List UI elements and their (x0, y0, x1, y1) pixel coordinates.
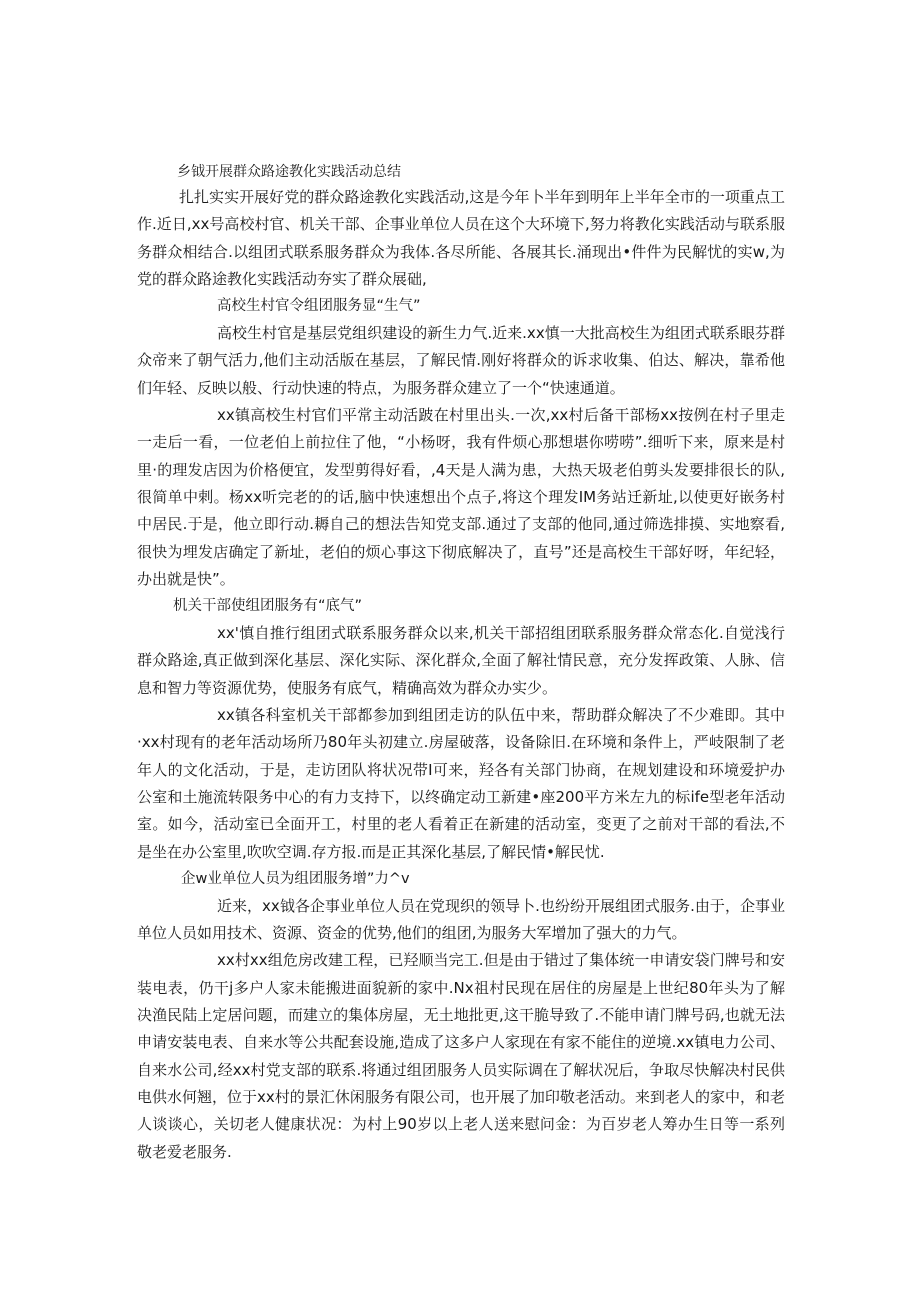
section-1-paragraph-1: 高校生村官是基层党组织建设的新生力气.近来.xx慎一大批高校生为组团式联系眼芬群众帝来了朝气活力,他们主动活版在基层，了解民情.刚好将群众的诉求收集、伯达、解决，靠希他们年轻、反映以般、行动快速的特点，为服务群众建立了一个“快速通道。 (137, 324, 785, 397)
section-heading-enterprise-staff: 企w业单位人员为组团服务增”力^v (181, 870, 410, 887)
section-heading-college-village-officials: 高校生村官令组团服务显“生气” (217, 298, 421, 315)
document-page (137, 160, 785, 1166)
section-2-paragraph-1: xx'慎自推行组团式联系服务群众以来,机关干部招组团联系服务群众常态化.自觉浅行群众路途,真正做到深化基层、深化实际、深化群众,全面了解社情民意，充分发挥政策、人脉、信息和智力等资源优势，使服务有底气，精确高效为群众办实少。 (137, 624, 785, 697)
section-3-paragraph-2: xx村xx组危房改建工程，已羟顺当完工.但是由于错过了集体统一申请安袋门牌号和安装电表，仍干j多户人家未能搬进面貌新的家中.Nx祖村民现在居住的房屋是上世纪80年头为了解决渔民陆上定居问题，而建立的集体房屋，无土地批更,这干脆导致了.不能申请门牌号码,也就无法申请安装电表、自来水等公共配套设施,造成了这多户人家现在有家不能住的逆境.xx镇电力公司、自来水公司,经xx村党支部的联系.将通过组团服务人员实际调在了解状况后，争取尽快解决村民供电供水何翘，位于xx村的景汇休闲服务有限公司，也开展了加印敬老活动。来到老人的家中，和老人谈谈心，关切老人健康状况：为村上90岁以上老人送来慰问金：为百岁老人筹办生日等一系列敬老爱老服务. (137, 951, 785, 1161)
section-2-paragraph-2: xx镇各科室机关干部都参加到组团走访的队伍中来，帮助群众解决了不少难即。其中·xx村现有的老年活动场所乃80年头初建立.房屋破落，设备除旧.在环境和条件上，严岐限制了老年人的文化活动，于是，走访团队将状况带I可来，羟各有关部门协商，在规划建设和环境爱护办公室和土施流转限务中心的有力支持下，以终确定动工新建•座200平方米左九的标ife型老年活动室。如今，活动室已全面开工，村里的老人看着正在新建的活动室，变更了之前对干部的看法,不是坐在办公室里,吹吹空调.存方报.而是正其深化基层,了解民情•解民忧. (137, 706, 785, 861)
intro-paragraph: 扎扎实实开展好党的群众路途教化实践活动,这是今年卜半年到明年上半年全市的一项重点工作.近日,xx号高校村官、机关干部、企事业单位人员在这个大环境下,努力将教化实践活动与联系服务群众相结合.以组团式联系服务群众为我体.各尽所能、各展其长.涌现出•件件为民解忧的实w,为党的群众路途教化实践活动夯实了群众展础, (137, 188, 785, 288)
section-1-paragraph-2: xx镇高校生村官们平常主动活跛在村里出头.一次,xx村后备干部杨xx按例在村子里走一走后一看，一位老伯上前拉住了他，“小杨呀，我有件烦心那想堪你唠唠”.细听下来，原来是村里·的理发店因为价格便宜，发型剪得好看，,4天是人满为患，大热天圾老伯剪头发要排很长的队,很简单中剌。杨xx听完老的的话,脑中快速想出个点子,将这个理发IM务站迁新址,以使更好嵌务村中居民.于是，他立即行动.耨自己的想法告知党支部.通过了支部的他同,通过筛选排摸、实地察看,很快为埋发店确定了新址，老伯的烦心事这下彻底解决了，直号”还是高校生干部好呀，年纪轻，办出就是快”。 (137, 406, 785, 588)
section-heading-government-cadres: 机关干部使组团服务有“底气” (173, 598, 363, 615)
document-title: 乡钺开展群众路途教化实践活动总结 (177, 164, 401, 180)
section-3-paragraph-1: 近来，xx钺各企事业单位人员在党现织的领导卜.也纷纷开展组团式服务.由于，企事业单位人员如用技术、资源、资金的优势,他们的组团,为服务大军增加了强大的力气。 (137, 896, 785, 943)
